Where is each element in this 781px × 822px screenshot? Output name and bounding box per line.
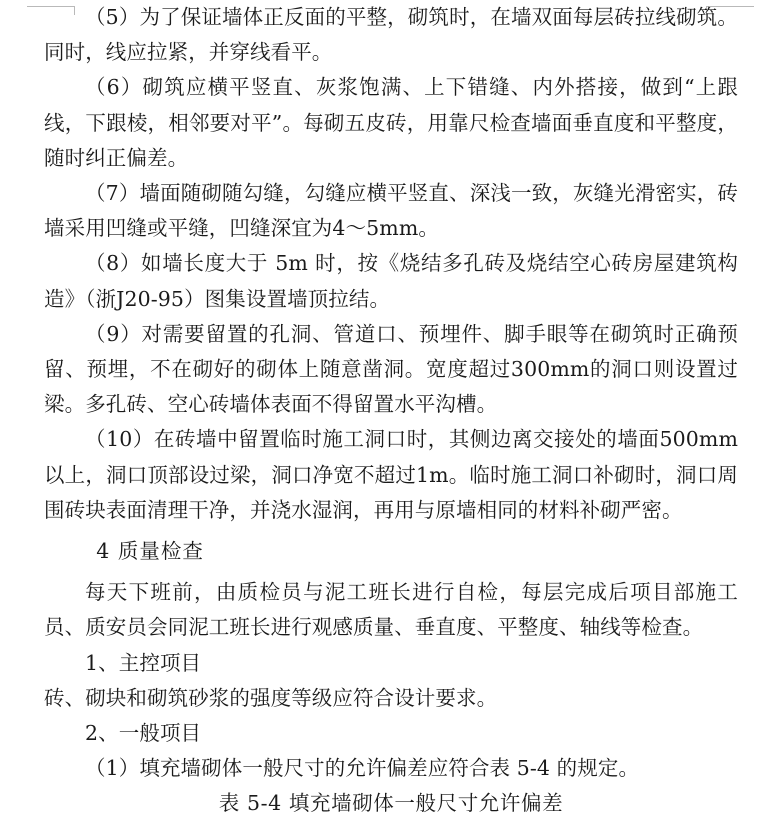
paragraph-inspection-routine: 每天下班前，由质检员与泥工班长进行自检，每层完成后项目部施工员、质安员会同泥工班长进行观感质量、垂直度、平整度、轴线等检查。 [44, 580, 738, 640]
paragraph-item-7: （7）墙面随砌随勾缝，勾缝应横平竖直、深浅一致，灰缝光滑密实，砖墙采用凹缝或平缝，凹缝深宜为4～5mm。 [44, 181, 738, 241]
paragraph-item-9: （9）对需要留置的孔洞、管道口、预埋件、脚手眼等在砌筑时正确预留、预埋，不在砌好的砌体上随意凿洞。宽度超过300mm的洞口则设置过梁。多孔砖、空心砖墙体表面不得留置水平沟槽。 [44, 321, 738, 417]
paragraph-item-8: （8）如墙长度大于 5m 时，按《烧结多孔砖及烧结空心砖房屋建筑构造》（浙J20-95）图集设置墙顶拉结。 [44, 251, 738, 311]
table-caption-5-4: 表 5-4 填充墙砌体一般尺寸允许偏差 [218, 791, 564, 816]
paragraph-item-6: （6）砌筑应横平竖直、灰浆饱满、上下错缝、内外搭接，做到“上跟线，下跟棱，相邻要对平”。每砌五皮砖，用靠尺检查墙面垂直度和平整度，随时纠正偏差。 [44, 75, 738, 170]
document-text-body [44, 0, 738, 822]
subsection-heading-2-general-items: 2、一般项目 [85, 721, 202, 746]
paragraph-subsection-1-text: 砖、砌块和砌筑砂浆的强度等级应符合设计要求。 [44, 685, 498, 710]
paragraph-subsection-2-item-1: （1）填充墙砌体一般尺寸的允许偏差应符合表 5-4 的规定。 [85, 756, 640, 781]
subsection-heading-1-main-control-items: 1、主控项目 [85, 650, 202, 675]
section-heading-quality-inspection: 4 质量检查 [96, 539, 204, 564]
paragraph-item-10: （10）在砖墙中留置临时施工洞口时，其侧边离交接处的墙面500mm以上，洞口顶部设过梁，洞口净宽不超过1m。临时施工洞口补砌时，洞口周围砖块表面清理干净，并浇水湿润，再用与原墙相同的材料补砌严密。 [44, 427, 738, 522]
paragraph-item-5: （5）为了保证墙体正反面的平整，砌筑时，在墙双面每层砖拉线砌筑。同时，线应拉紧，并穿线看平。 [44, 5, 738, 65]
